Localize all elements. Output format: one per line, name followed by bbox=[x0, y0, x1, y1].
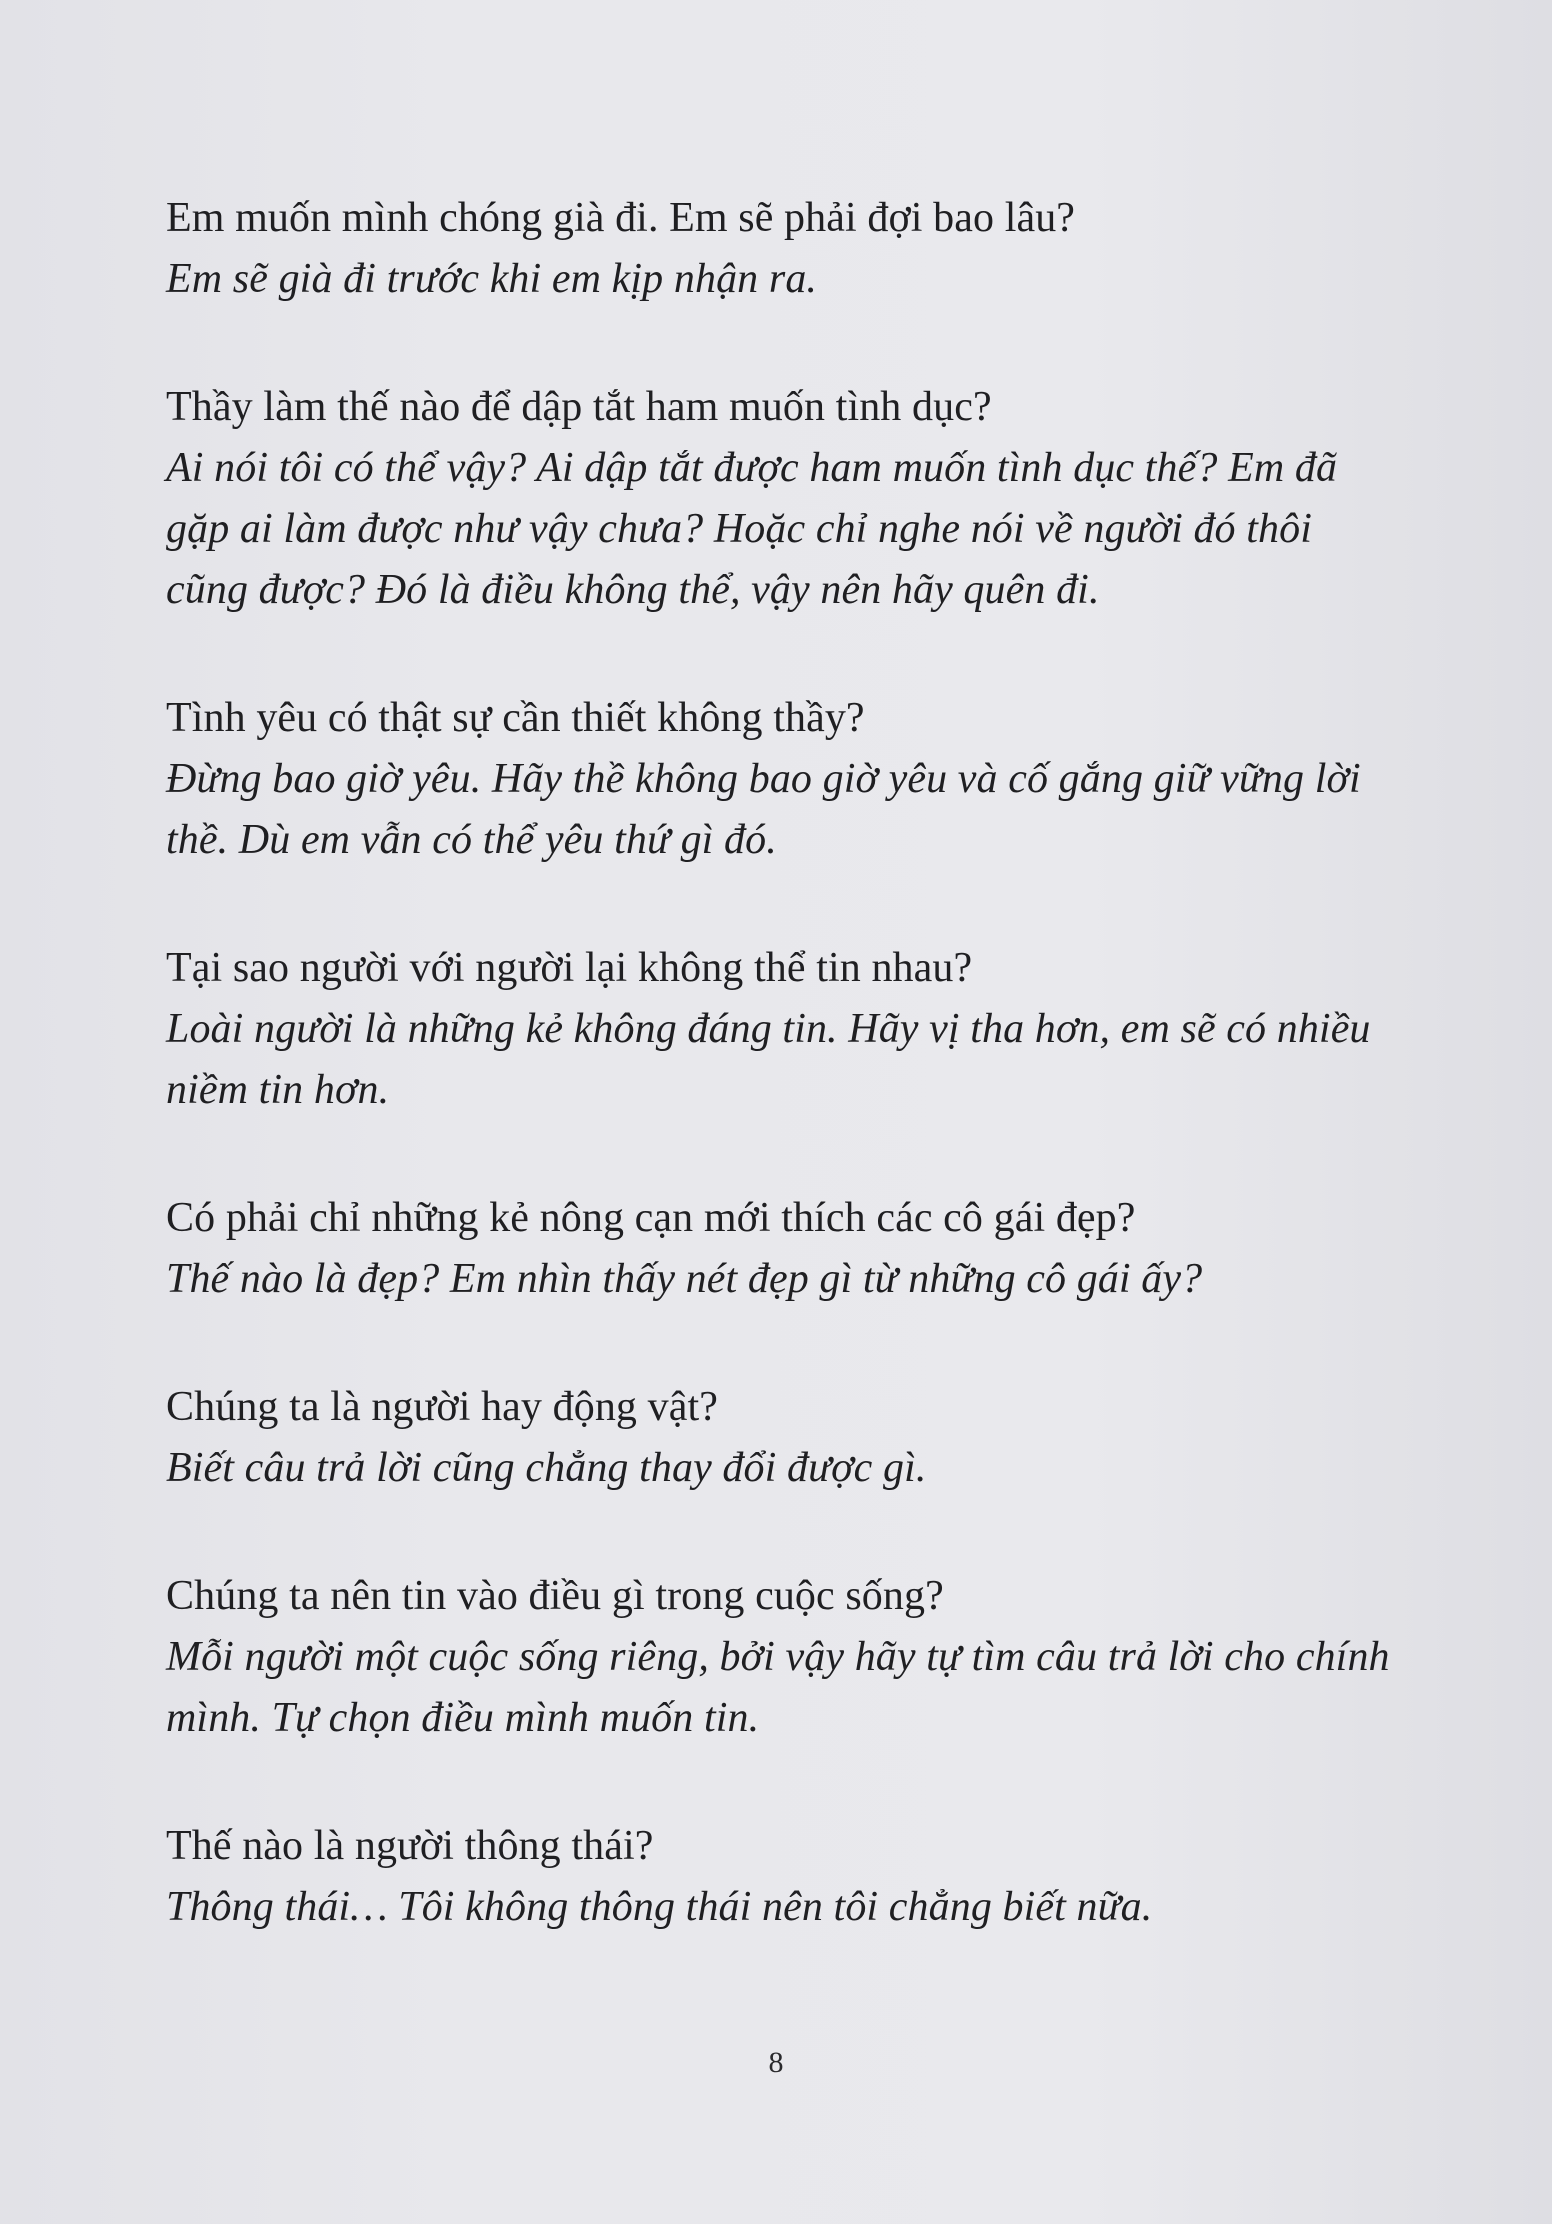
answer-text: Em sẽ già đi trước khi em kịp nhận ra. bbox=[166, 256, 818, 302]
answer-text: Loài người là những kẻ không đáng tin. Hãy vị tha hơn, em sẽ có nhiều niềm tin hơn. bbox=[166, 1006, 1371, 1113]
answer-text: Đừng bao giờ yêu. Hãy thề không bao giờ yêu và cố gắng giữ vững lời thề. Dù em vẫn có thể yêu thứ gì đó. bbox=[166, 756, 1361, 863]
question-text: Có phải chỉ những kẻ nông cạn mới thích các cô gái đẹp? bbox=[166, 1195, 1136, 1241]
qa-item bbox=[166, 938, 1396, 1121]
question-text: Thầy làm thế nào để dập tắt ham muốn tình dục? bbox=[166, 384, 992, 430]
page-number: 8 bbox=[768, 2046, 784, 2079]
qa-item bbox=[166, 188, 1396, 310]
question-text: Em muốn mình chóng già đi. Em sẽ phải đợi bao lâu? bbox=[166, 195, 1076, 241]
qa-item bbox=[166, 1566, 1396, 1749]
answer-text: Ai nói tôi có thể vậy? Ai dập tắt được ham muốn tình dục thế? Em đã gặp ai làm được như vậy chưa? Hoặc chỉ nghe nói về người đó thôi cũng được? Đó là điều không thể, vậy nên hãy quên đi. bbox=[166, 445, 1338, 613]
answer-text: Mỗi người một cuộc sống riêng, bởi vậy hãy tự tìm câu trả lời cho chính mình. Tự chọn điều mình muốn tin. bbox=[166, 1634, 1390, 1741]
answer-text: Thế nào là đẹp? Em nhìn thấy nét đẹp gì từ những cô gái ấy? bbox=[166, 1256, 1203, 1302]
answer-text: Biết câu trả lời cũng chẳng thay đổi được gì. bbox=[166, 1445, 927, 1491]
qa-item bbox=[166, 688, 1396, 871]
qa-list bbox=[166, 188, 1396, 1938]
qa-item bbox=[166, 377, 1396, 621]
qa-item bbox=[166, 1816, 1396, 1938]
question-text: Thế nào là người thông thái? bbox=[166, 1823, 654, 1869]
question-text: Chúng ta là người hay động vật? bbox=[166, 1384, 718, 1430]
answer-text: Thông thái… Tôi không thông thái nên tôi chẳng biết nữa. bbox=[166, 1884, 1153, 1930]
question-text: Tại sao người với người lại không thể tin nhau? bbox=[166, 945, 973, 991]
qa-item bbox=[166, 1377, 1396, 1499]
question-text: Tình yêu có thật sự cần thiết không thầy? bbox=[166, 695, 865, 741]
qa-item bbox=[166, 1188, 1396, 1310]
question-text: Chúng ta nên tin vào điều gì trong cuộc sống? bbox=[166, 1573, 944, 1619]
